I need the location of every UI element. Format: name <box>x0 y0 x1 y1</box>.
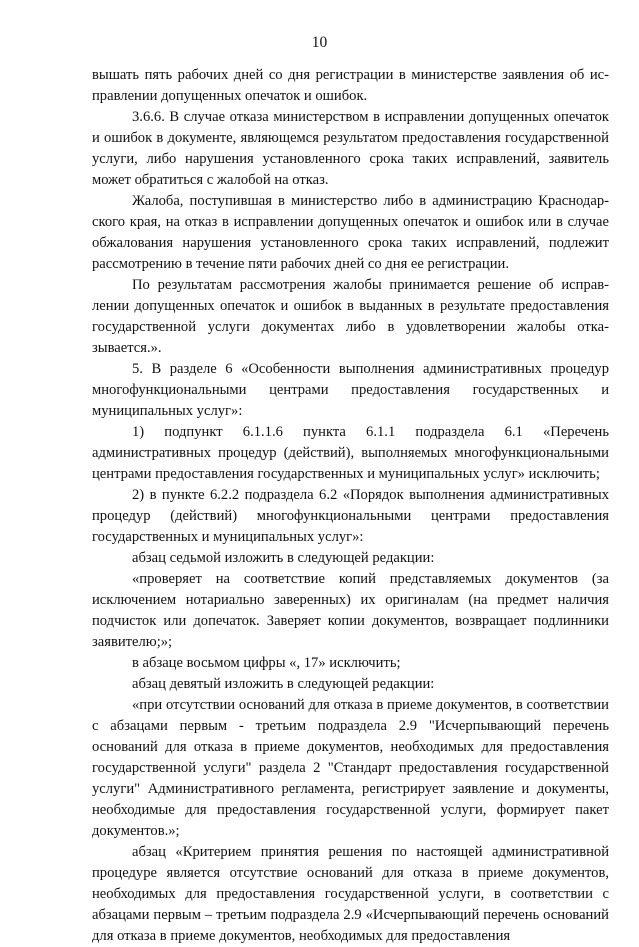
paragraph: абзац девятый изложить в следующей редакции: <box>132 676 435 692</box>
page-number: 10 <box>311 34 328 51</box>
paragraph: вышать пять рабочих дней со дня регистрации в министерстве заявления об исправлении допущенных опечаток и ошибок. <box>92 67 609 104</box>
paragraph: абзац «Критерием принятия решения по настоящей административной процедуре является отсутствие оснований для отказа в приеме документов, необходимых для предоставления государственной услуги, в соответствии с абзацами первым – третьим подраздела 2.9 «Исчерпывающий перечень оснований для отказа в приеме документов, необходимых для предоставления <box>92 844 609 944</box>
paragraph: Жалоба, поступившая в министерство либо в администрацию Краснодарского края, на отказ в исправлении допущенных опечаток и ошибок или в случае обжалования нарушения установленного срока таких исправлений, подлежит рассмотрению в течение пяти рабочих дней со дня ее регистрации. <box>92 193 609 272</box>
paragraph: 3.6.6. В случае отказа министерством в исправлении допущенных опечаток и ошибок в документе, являющемся результатом предоставления государственной услуги, либо нарушения установленного срока таких исправлений, заявитель может обратиться с жалобой на отказ. <box>92 109 609 188</box>
document-body <box>92 65 609 947</box>
paragraph: 1) подпункт 6.1.1.6 пункта 6.1.1 подраздела 6.1 «Перечень административных процедур (действий), выполняемых многофункциональными центрами предоставления государственных и муниципальных услуг» исключить; <box>92 424 609 482</box>
paragraph: абзац седьмой изложить в следующей редакции: <box>132 550 435 566</box>
paragraph: По результатам рассмотрения жалобы принимается решение об исправлении допущенных опечаток и ошибок в выданных в результате предоставления государственной услуги документах либо в удовлетворении жалобы отказывается.». <box>92 277 609 356</box>
paragraph: «проверяет на соответствие копий представляемых документов (за исключением нотариально заверенных) их оригиналам (на предмет наличия подчисток или допечаток. Заверяет копии документов, возвращает подлинники заявителю;»; <box>92 571 609 650</box>
paragraph: в абзаце восьмом цифры «, 17» исключить; <box>132 655 401 671</box>
paragraph: 5. В разделе 6 «Особенности выполнения административных процедур многофункциональными центрами предоставления государственных и муниципальных услуг»: <box>92 361 609 419</box>
paragraph: 2) в пункте 6.2.2 подраздела 6.2 «Порядок выполнения административных процедур (действий) многофункциональными центрами предоставления государственных и муниципальных услуг»: <box>92 487 609 545</box>
paragraph: «при отсутствии оснований для отказа в приеме документов, в соответствии с абзацами первым - третьим подраздела 2.9 "Исчерпывающий перечень оснований для отказа в приеме документов, необходимых для предоставления государственной услуги" раздела 2 "Стандарт предоставления государственной услуги" Административного регламента, регистрирует заявление и документы, необходимые для предоставления государственной услуги, формирует пакет документов.»; <box>92 697 609 839</box>
